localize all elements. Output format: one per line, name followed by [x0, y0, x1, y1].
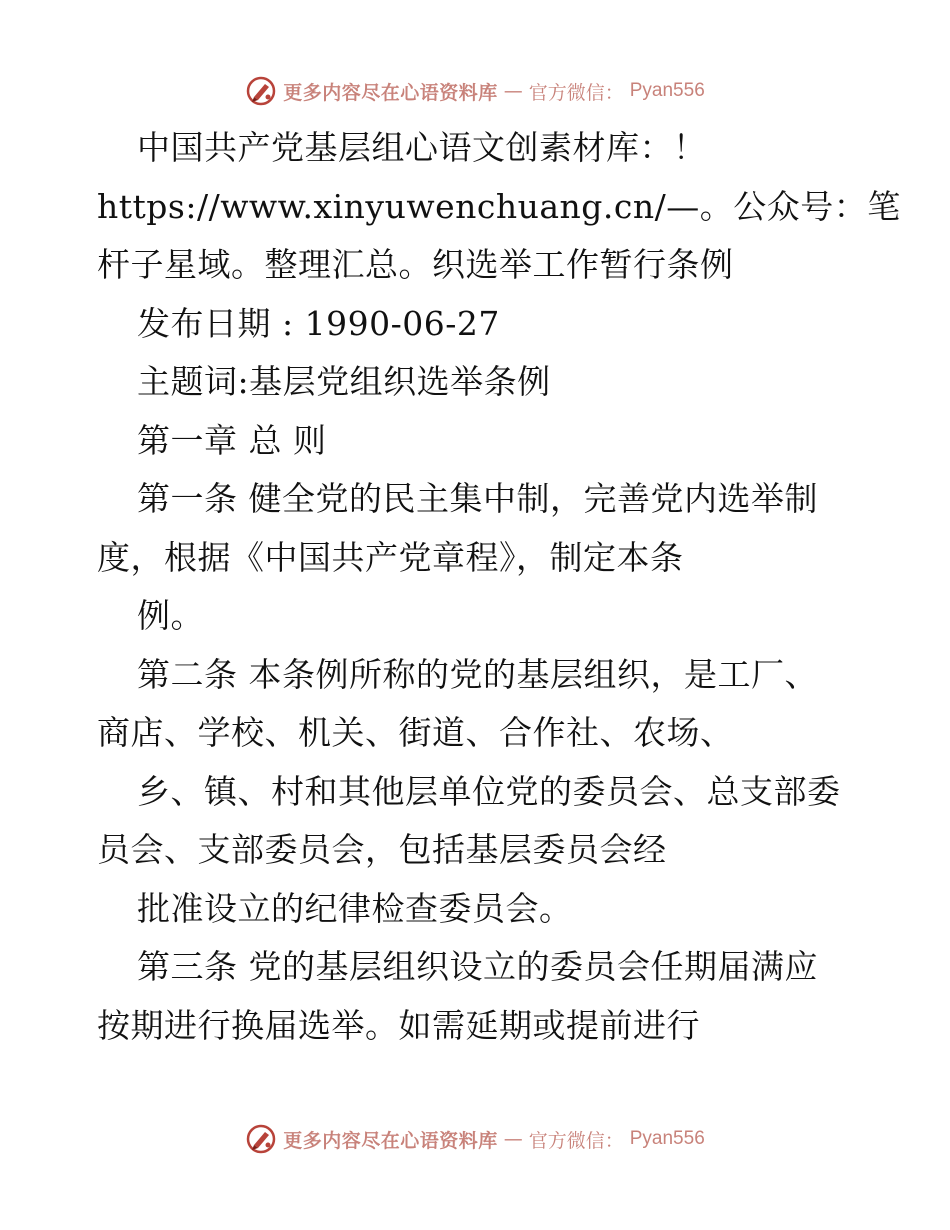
doc-line-1: 中国共产党基层组心语文创素材库：！: [137, 128, 707, 167]
doc-line-article-1: 第一条 健全党的民主集中制，完善党内选举制: [137, 479, 818, 518]
banner-dash: —: [503, 1128, 523, 1150]
watermark-banner-bottom: [0, 1122, 950, 1156]
banner-wechat-id: Pyan556: [629, 1128, 705, 1149]
doc-line-keywords: 主题词:基层党组织选举条例: [137, 362, 551, 401]
doc-line-article-2-cont-3: 员会、支部委员会，包括基层委员会经: [97, 830, 667, 869]
pen-logo-icon: [245, 1123, 277, 1155]
doc-line-3: 杆子星域。整理汇总。织选举工作暂行条例: [97, 245, 734, 284]
doc-line-publish-date: 发布日期 : 1990-06-27: [137, 303, 500, 343]
banner-main-text: 更多内容尽在心语资料库: [283, 1129, 498, 1152]
doc-line-article-1-cont: 度，根据《中国共产党章程》，制定本条: [97, 537, 684, 577]
doc-line-url: https://www.xinyuwenchuang.cn/—。公众号：笔: [97, 186, 901, 226]
banner-sub-text: 官方微信：: [528, 1129, 624, 1152]
watermark-banner-top: [0, 74, 950, 108]
banner-main-text: 更多内容尽在心语资料库: [283, 81, 498, 104]
banner-wechat-id: Pyan556: [629, 80, 705, 101]
doc-line-article-2-cont-2: 乡、镇、村和其他层单位党的委员会、总支部委: [137, 771, 841, 811]
doc-line-article-2: 第二条 本条例所称的党的基层组织，是工厂、: [137, 654, 818, 694]
doc-line-article-3-cont: 按期进行换届选举。如需延期或提前进行: [97, 1005, 700, 1045]
document-body: [97, 119, 901, 1055]
doc-line-article-2-cont: 商店、学校、机关、街道、合作社、农场、: [97, 713, 734, 752]
banner-sub-text: 官方微信：: [528, 81, 624, 104]
doc-line-article-2-end: 批准设立的纪律检查委员会。: [137, 888, 573, 928]
doc-line-article-3: 第三条 党的基层组织设立的委员会任期届满应: [137, 947, 818, 986]
pen-logo-icon: [245, 75, 277, 107]
doc-line-article-1-end: 例。: [137, 596, 204, 635]
banner-dash: —: [503, 80, 523, 102]
doc-line-chapter-title: 第一章 总 则: [137, 420, 327, 460]
